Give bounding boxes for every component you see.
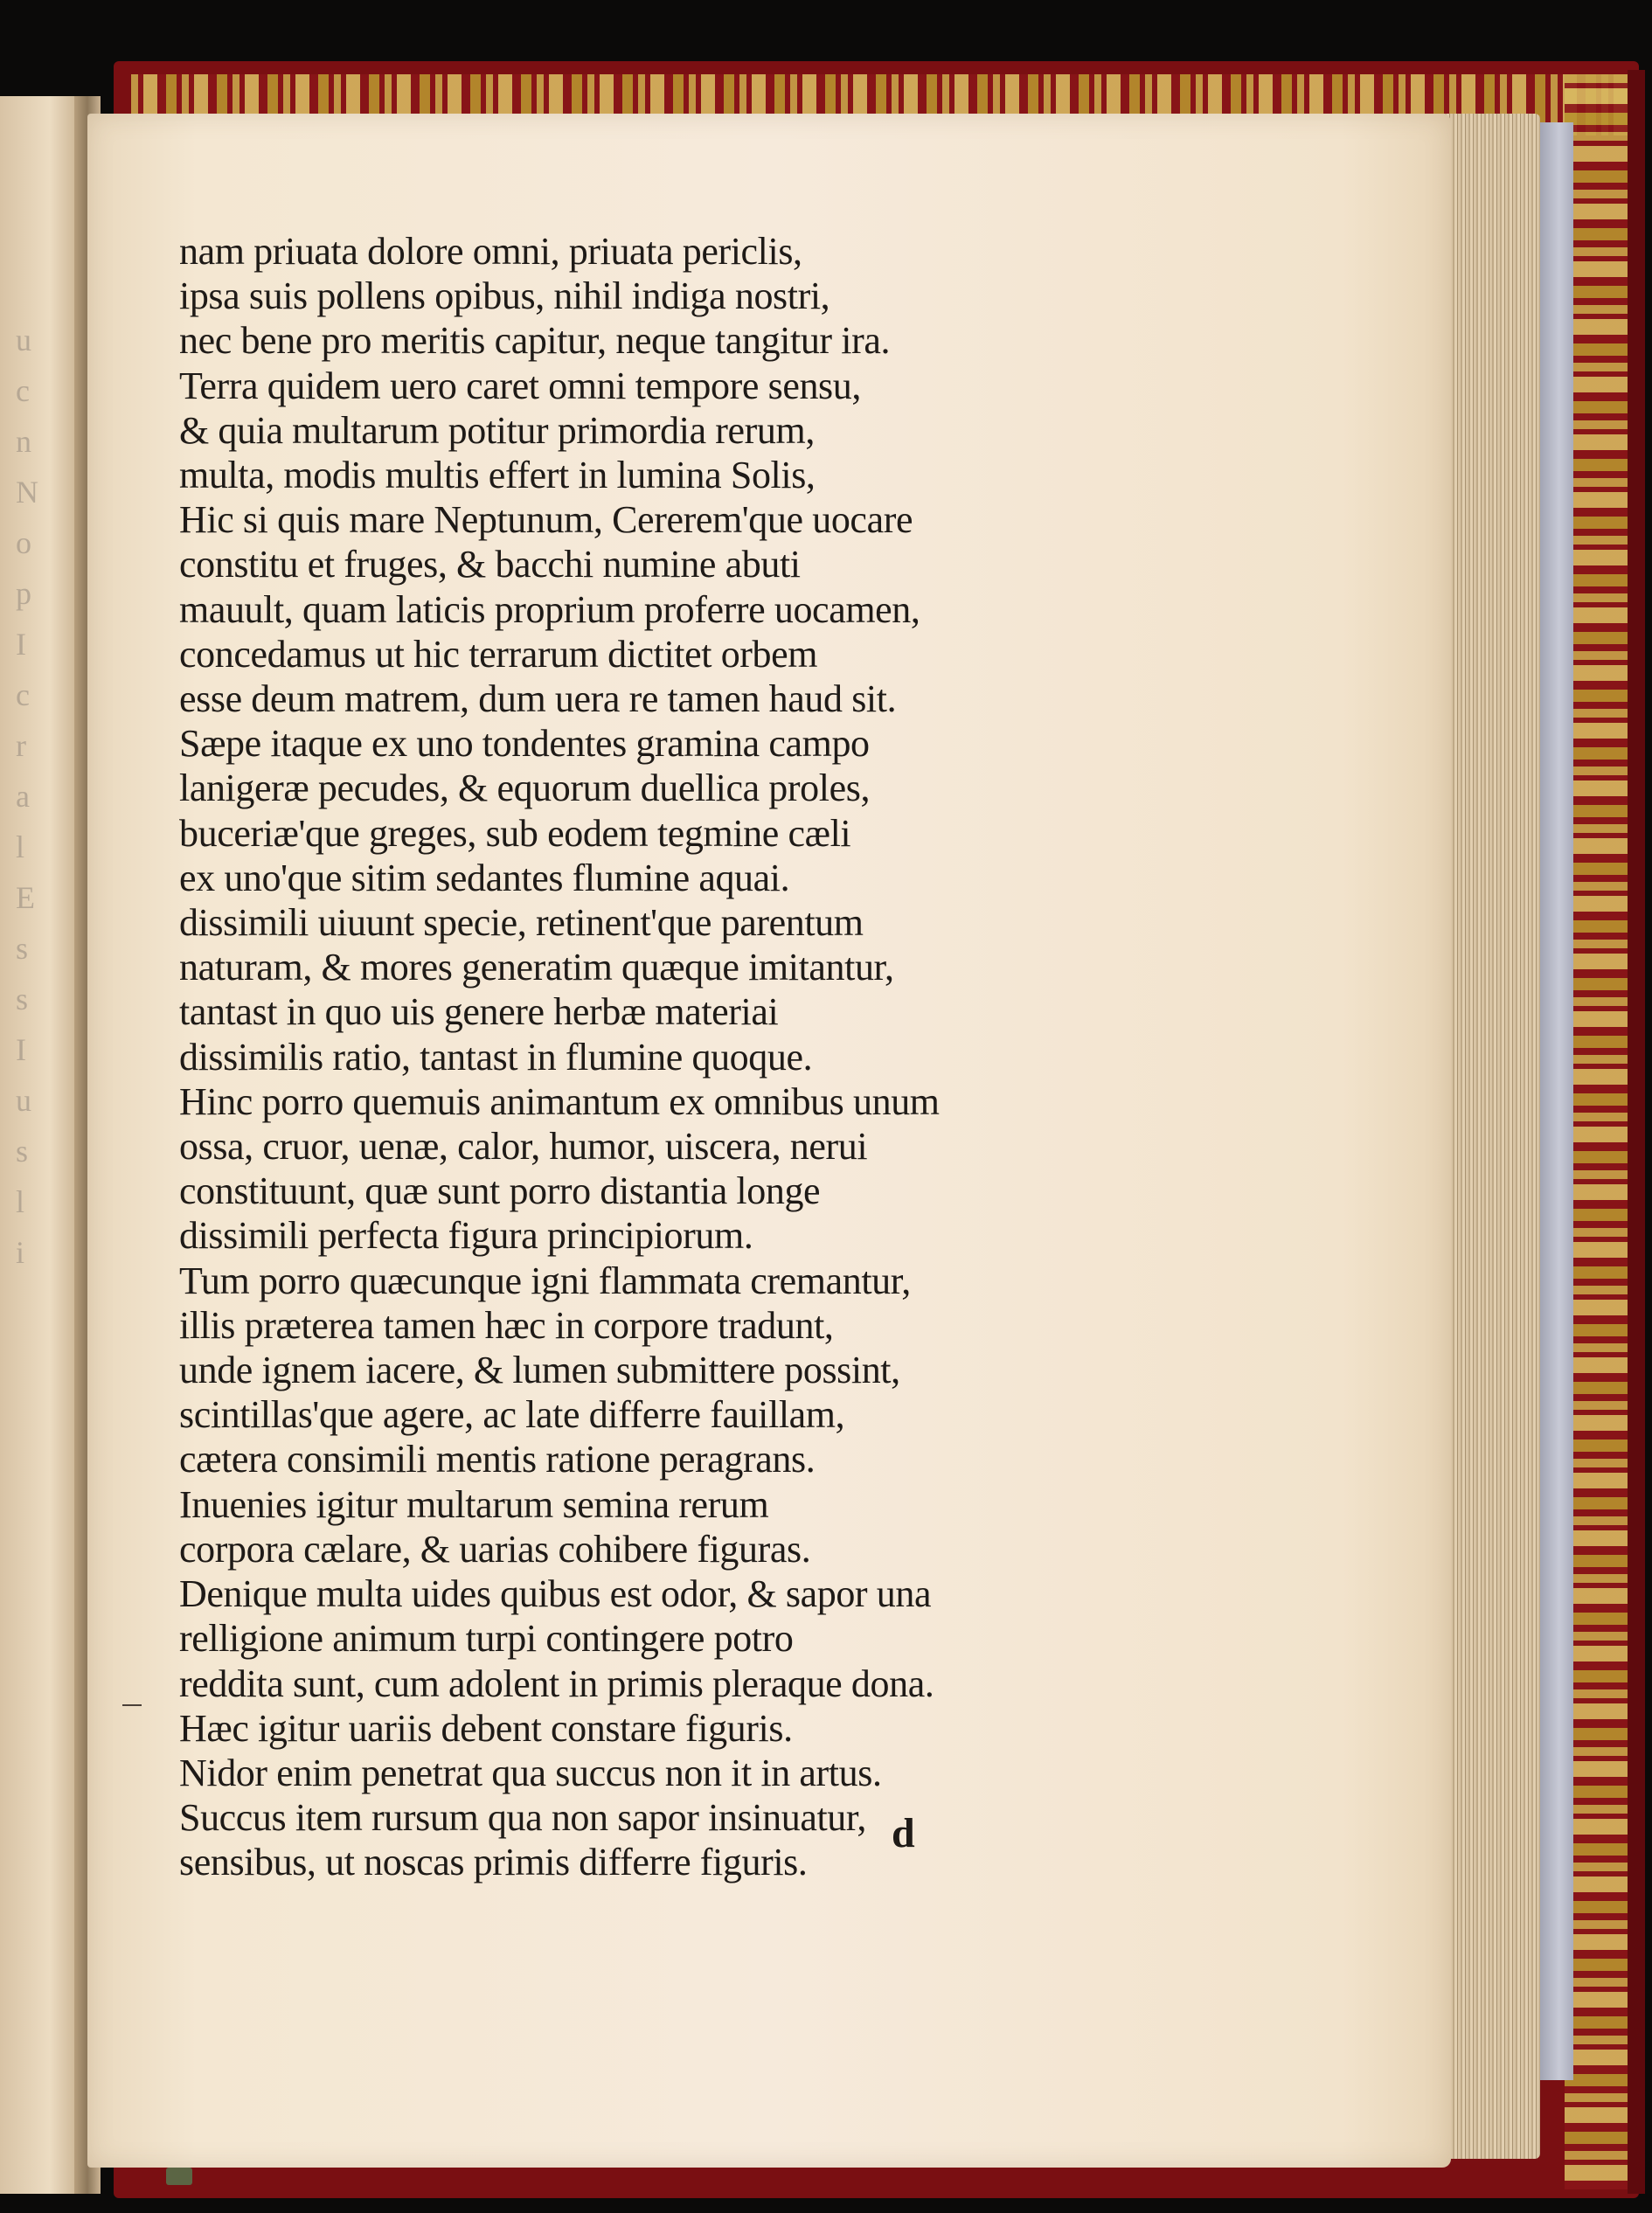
binding-edge <box>1628 70 1645 2194</box>
verse-line: Hæc igitur uariis debent constare figuris. <box>179 1706 793 1750</box>
verse-line: Tum porro quæcunque igni flammata cremantur, <box>179 1259 911 1302</box>
latin-verse-text <box>179 229 1053 1885</box>
page-stack-edge <box>1442 114 1540 2159</box>
verse-line: nec bene pro meritis capitur, neque tangitur ira. <box>179 319 891 363</box>
verse-line: dissimili uiuunt specie, retinent'que parentum <box>179 901 864 945</box>
verse-line: lanigeræ pecudes, & equorum duellica proles, <box>179 767 871 810</box>
verse-line: unde ignem iacere, & lumen submittere possint, <box>179 1349 900 1392</box>
verse-line: Sæpe itaque ex uno tondentes gramina campo <box>179 722 870 766</box>
verse-line: esse deum matrem, dum uera re tamen haud sit. <box>179 677 897 721</box>
verse-line: Hic si quis mare Neptunum, Cererem'que uocare <box>179 498 913 542</box>
verse-line: scintillas'que agere, ac late differre fauillam, <box>179 1393 845 1437</box>
facing-page-fragments: u c n N o p I c r a l E s s I u s l i <box>16 323 38 1270</box>
verse-line: Nidor enim penetrat qua succus non it in artus. <box>179 1751 882 1794</box>
verse-line: & quia multarum potitur primordia rerum, <box>179 408 815 452</box>
verse-line: cætera consimili mentis ratione peragrans. <box>179 1438 816 1481</box>
verse-line: constituunt, quæ sunt porro distantia longe <box>179 1169 821 1213</box>
verse-line: Terra quidem uero caret omni tempore sensu, <box>179 364 861 407</box>
margin-mark <box>122 1704 142 1706</box>
verse-line: mauult, quam laticis proprium proferre uocamen, <box>179 587 920 631</box>
verse-line: Hinc porro quemuis animantum ex omnibus unum <box>179 1079 940 1123</box>
verse-line: relligione animum turpi contingere potro <box>179 1617 794 1661</box>
verse-line: Inuenies igitur multarum semina rerum <box>179 1482 769 1526</box>
ribbon-marker <box>166 2168 192 2185</box>
verse-line: sensibus, ut noscas primis differre figuris. <box>179 1841 808 1884</box>
verse-line: buceriæ'que greges, sub eodem tegmine cæli <box>179 811 851 855</box>
verse-line: concedamus ut hic terrarum dictitet orbem <box>179 632 818 676</box>
verse-line: corpora cælare, & uarias cohibere figuras. <box>179 1527 811 1571</box>
verse-line: reddita sunt, cum adolent in primis pleraque dona. <box>179 1661 934 1705</box>
endpaper-strip <box>1538 122 1573 2080</box>
facing-page-left <box>0 96 83 2194</box>
verse-line: ex uno'que sitim sedantes flumine aquai. <box>179 856 790 899</box>
verse-line: naturam, & mores generatim quæque imitantur, <box>179 946 894 989</box>
verse-line: nam priuata dolore omni, priuata periclis, <box>179 230 802 273</box>
verse-line: dissimili perfecta figura principiorum. <box>179 1214 753 1258</box>
verse-line: Denique multa uides quibus est odor, & sapor una <box>179 1572 932 1616</box>
verse-line: constitu et fruges, & bacchi numine abuti <box>179 543 801 586</box>
verse-line: ossa, cruor, uenæ, calor, humor, uiscera, nerui <box>179 1125 868 1169</box>
verse-line: dissimilis ratio, tantast in flumine quoque. <box>179 1035 813 1079</box>
verse-line: multa, modis multis effert in lumina Solis, <box>179 454 816 497</box>
verse-line: Succus item rursum qua non sapor insinuatur, <box>179 1796 866 1840</box>
verse-line: tantast in quo uis genere herbæ materiai <box>179 990 779 1034</box>
verse-line: ipsa suis pollens opibus, nihil indiga nostri, <box>179 274 830 318</box>
signature-mark: d <box>892 1810 915 1856</box>
verse-line: illis præterea tamen hæc in corpore tradunt, <box>179 1303 834 1347</box>
gilt-border-right <box>1565 74 1630 2189</box>
